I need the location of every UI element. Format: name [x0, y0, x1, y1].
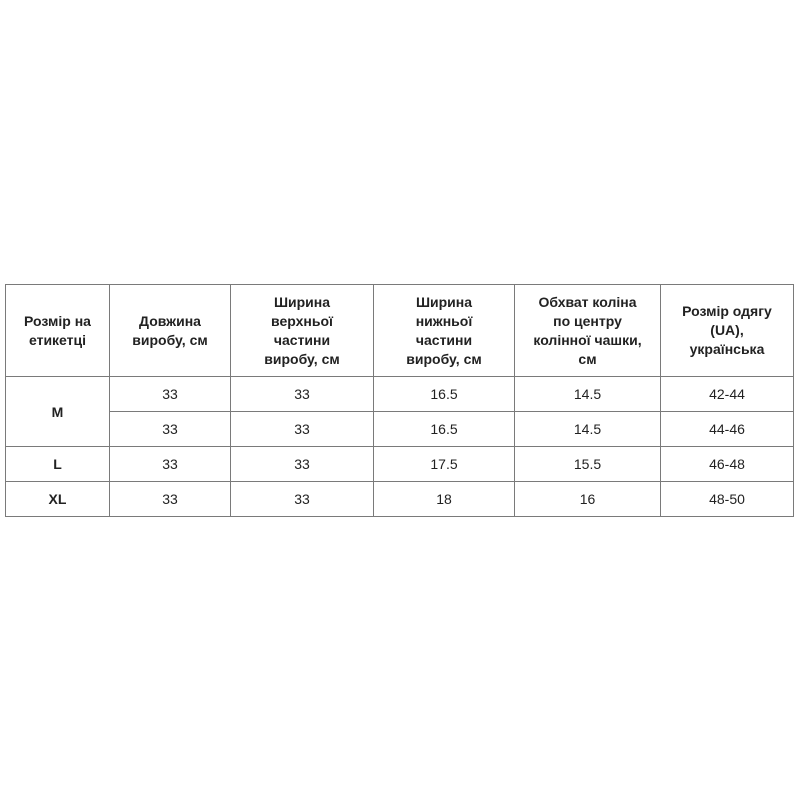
knee-cell: 15.5	[515, 447, 661, 482]
bottom-width-cell: 16.5	[374, 412, 515, 447]
ua-size-cell: 48-50	[661, 482, 794, 517]
length-cell: 33	[110, 447, 231, 482]
top-width-cell: 33	[231, 377, 374, 412]
header-label-size: Розмір на етикетці	[6, 285, 110, 377]
length-cell: 33	[110, 377, 231, 412]
length-cell: 33	[110, 482, 231, 517]
length-cell: 33	[110, 412, 231, 447]
header-product-length: Довжина виробу, см	[110, 285, 231, 377]
header-knee-circumference: Обхват коліна по центру колінної чашки, см	[515, 285, 661, 377]
knee-cell: 14.5	[515, 377, 661, 412]
header-bottom-width: Ширина нижньої частини виробу, см	[374, 285, 515, 377]
header-top-width: Ширина верхньої частини виробу, см	[231, 285, 374, 377]
ua-size-cell: 46-48	[661, 447, 794, 482]
top-width-cell: 33	[231, 447, 374, 482]
header-ua-clothing-size: Розмір одягу (UA), українська	[661, 285, 794, 377]
table-row	[6, 377, 794, 412]
size-cell: L	[6, 447, 110, 482]
table-row	[6, 412, 794, 447]
knee-cell: 16	[515, 482, 661, 517]
header-row	[6, 285, 794, 377]
table-row	[6, 447, 794, 482]
size-cell: XL	[6, 482, 110, 517]
knee-cell: 14.5	[515, 412, 661, 447]
ua-size-cell: 42-44	[661, 377, 794, 412]
top-width-cell: 33	[231, 412, 374, 447]
ua-size-cell: 44-46	[661, 412, 794, 447]
bottom-width-cell: 16.5	[374, 377, 515, 412]
bottom-width-cell: 18	[374, 482, 515, 517]
bottom-width-cell: 17.5	[374, 447, 515, 482]
top-width-cell: 33	[231, 482, 374, 517]
size-chart-table	[5, 284, 794, 517]
table-row	[6, 482, 794, 517]
size-cell: M	[6, 377, 110, 447]
